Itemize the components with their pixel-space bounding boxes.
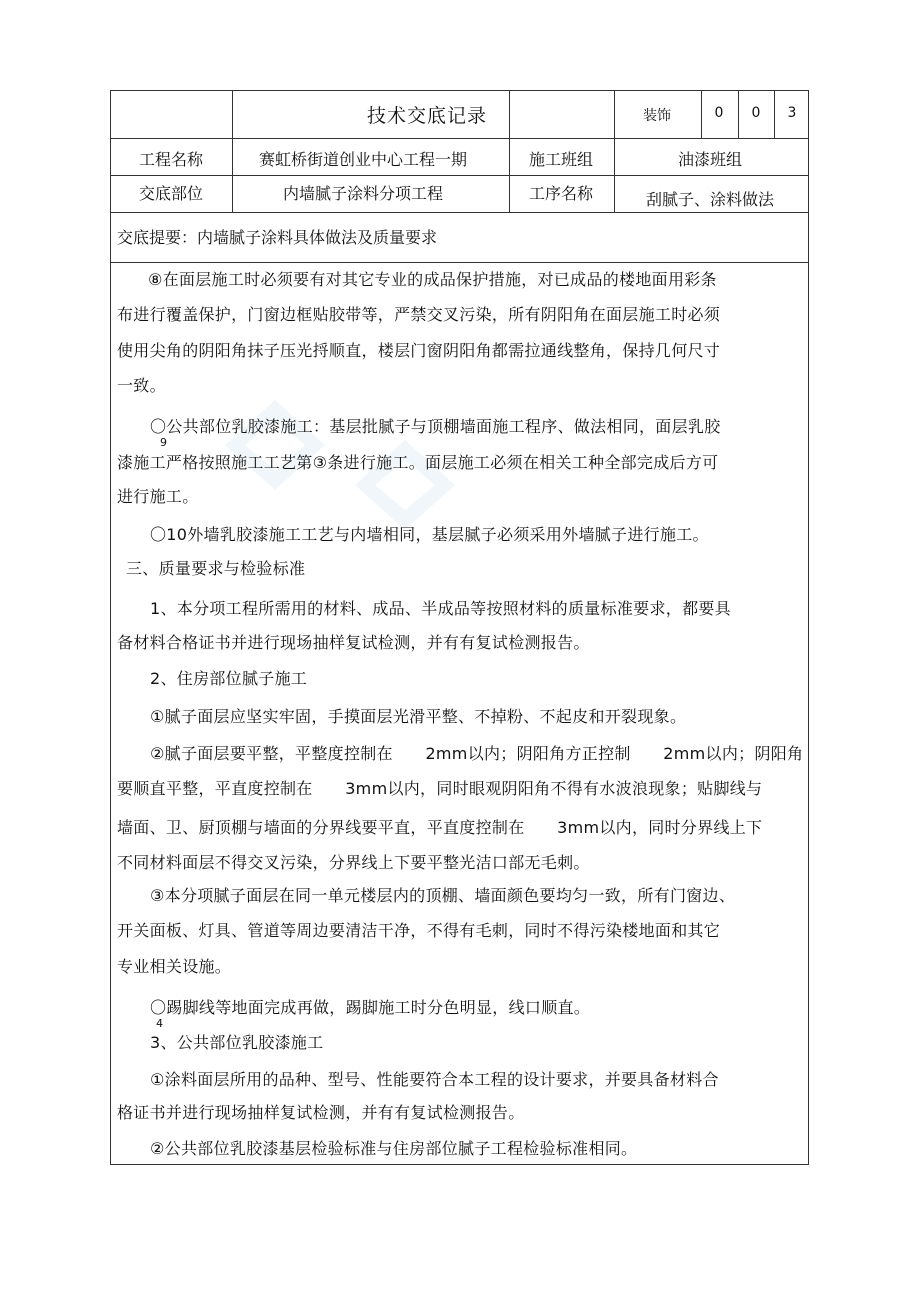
text-line: ②公共部位乳胶漆基层检验标准与住房部位腻子工程检验标准相同。 [150, 1139, 638, 1158]
row-divider [111, 138, 808, 139]
text-line: 格证书并进行现场抽样复试检测，并有有复试检测报告。 [117, 1103, 525, 1122]
text-line: 2、住房部位腻子施工 [150, 669, 308, 688]
text-line: ⑧在面层施工时必须要有对其它专业的成品保护措施，对已成品的楼地面用彩条 [148, 270, 717, 289]
text-line: 3、公共部位乳胶漆施工 [150, 1033, 324, 1052]
text-line: 要顺直平整，平直度控制在 3mm以内，同时眼观阴阳角不得有水波浪现象；贴脚线与 [117, 779, 763, 798]
code-digit-1: 0 [714, 105, 724, 121]
code-digit-2: 0 [751, 105, 761, 121]
team-value: 油漆班组 [677, 150, 743, 169]
part-value: 内墙腻子涂料分项工程 [282, 184, 444, 203]
text-line: 1、本分项工程所需用的材料、成品、半成品等按照材料的质量标准要求，都要具 [150, 599, 731, 618]
text-line: 专业相关设施。 [117, 957, 232, 976]
text-line: ①腻子面层应坚实牢固，手摸面层光滑平整、不掉粉、不起皮和开裂现象。 [150, 707, 687, 726]
text-line: 不同材料面层不得交叉污染，分界线上下要平整光洁口部无毛刺。 [117, 853, 590, 872]
text-line: 一致。 [117, 376, 166, 395]
document-title: 技术交底记录 [366, 105, 488, 127]
col-divider [232, 91, 233, 212]
footnote-marker: 9 [160, 436, 167, 449]
text-line: ①涂料面层所用的品种、型号、性能要符合本工程的设计要求，并要具备材料合 [150, 1070, 719, 1089]
text-line: 墙面、卫、厨顶棚与墙面的分界线要平直，平直度控制在 3mm以内，同时分界线上下 [117, 818, 763, 837]
code-digit-3: 3 [787, 105, 797, 121]
text-line: 〇10外墙乳胶漆施工工艺与内墙相同，基层腻子必须采用外墙腻子进行施工。 [150, 525, 709, 544]
col-divider [774, 91, 775, 138]
col-divider [701, 91, 702, 138]
text-line: ②腻子面层要平整，平整度控制在 2mm以内；阴阳角方正控制 2mm以内；阴阳角 [150, 744, 804, 763]
text-line: 进行施工。 [117, 487, 199, 506]
process-label: 工序名称 [528, 184, 594, 203]
summary: 交底提要：内墙腻子涂料具体做法及质量要求 [117, 228, 438, 247]
category-label: 装饰 [643, 108, 671, 124]
row-divider [111, 175, 808, 176]
project-name-label: 工程名称 [138, 150, 204, 169]
process-value: 刮腻子、涂料做法 [645, 190, 775, 209]
row-divider [111, 262, 808, 263]
row-divider [111, 212, 808, 213]
team-label: 施工班组 [528, 150, 594, 169]
col-divider [738, 91, 739, 138]
text-line: 〇公共部位乳胶漆施工：基层批腻子与顶棚墙面施工程序、做法相同，面层乳胶 [150, 417, 721, 436]
text-line: 使用尖角的阴阳角抹子压光捋顺直，楼层门窗阴阳角都需拉通线整角，保持几何尺寸 [117, 341, 721, 360]
text-line: 布进行覆盖保护，门窗边框贴胶带等，严禁交叉污染，所有阴阳角在面层施工时必须 [117, 305, 721, 324]
text-line: 开关面板、灯具、管道等周边要清洁干净，不得有毛刺，同时不得污染楼地面和其它 [117, 921, 721, 940]
text-line: 〇踢脚线等地面完成再做，踢脚施工时分色明显，线口顺直。 [150, 998, 591, 1017]
text-line: 漆施工严格按照施工工艺第③条进行施工。面层施工必须在相关工种全部完成后方可 [117, 453, 719, 472]
col-divider [509, 91, 510, 212]
project-name-value: 赛虹桥街道创业中心工程一期 [258, 150, 468, 169]
part-label: 交底部位 [138, 184, 204, 203]
section-heading: 三、质量要求与检验标准 [126, 559, 306, 578]
footnote-marker: 4 [156, 1017, 163, 1030]
text-line: ③本分项腻子面层在同一单元楼层内的顶棚、墙面颜色要均匀一致，所有门窗边、 [150, 886, 736, 905]
col-divider [614, 91, 615, 212]
text-line: 备材料合格证书并进行现场抽样复试检测，并有有复试检测报告。 [117, 633, 590, 652]
